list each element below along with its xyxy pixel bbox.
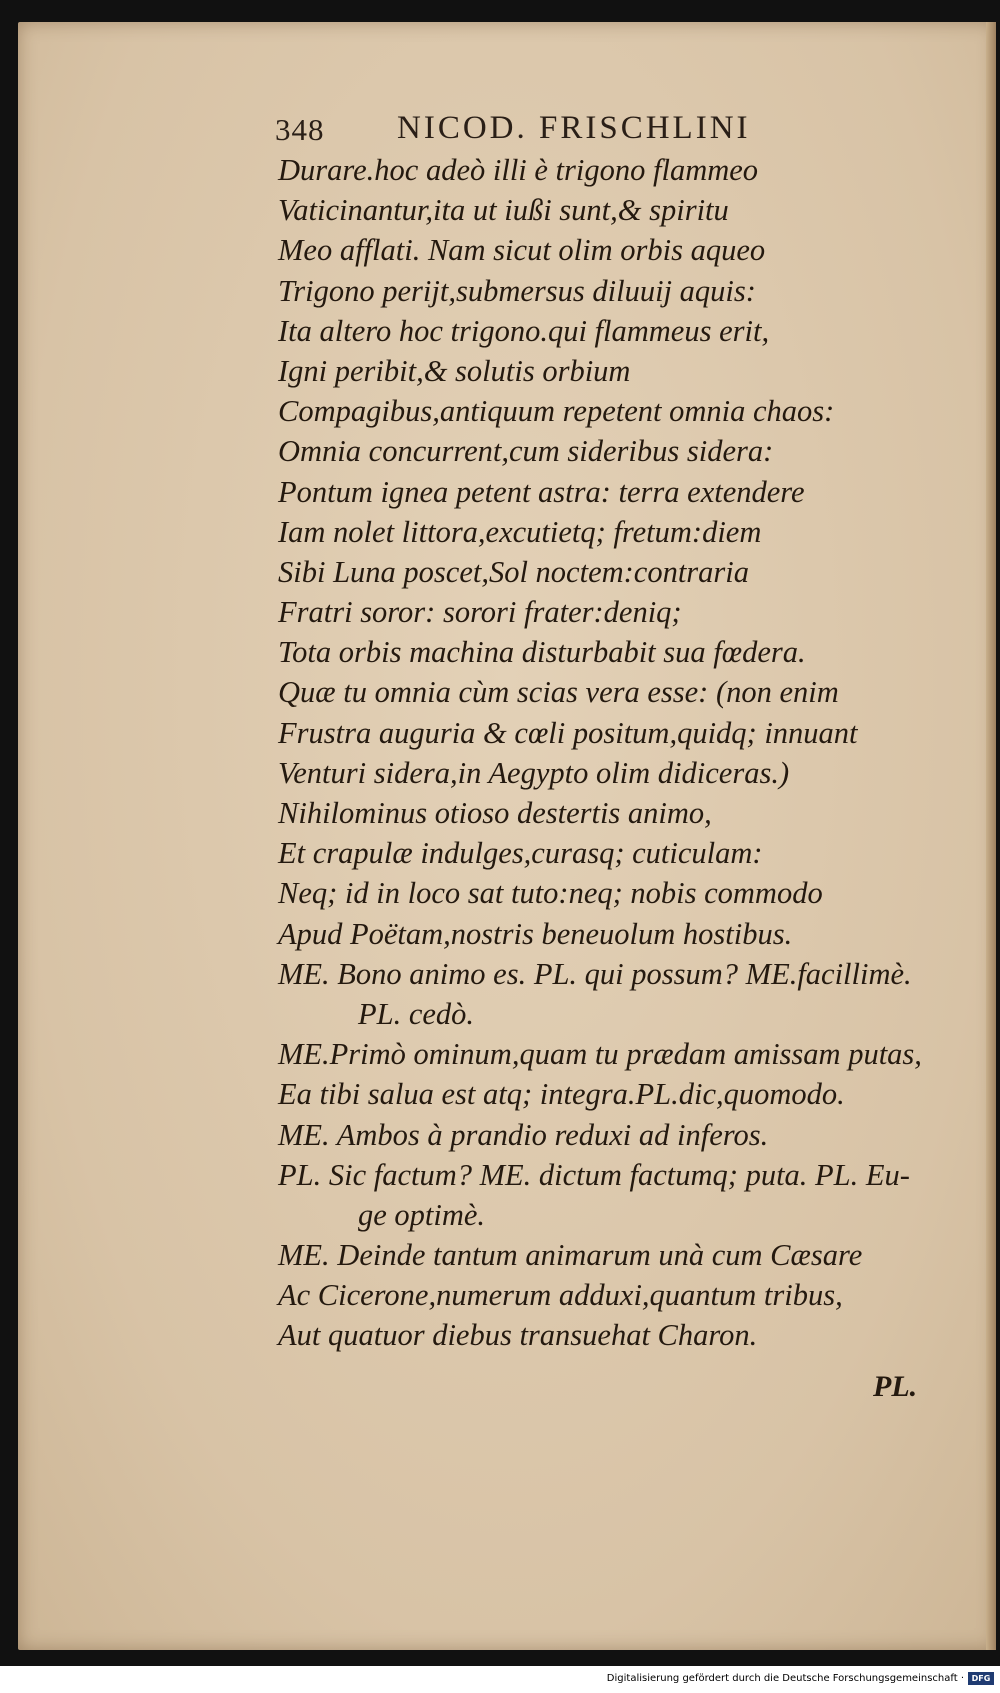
verse-line: Sibi Luna poscet,Sol noctem:contraria bbox=[278, 554, 750, 589]
verse-line: Frustra auguria & cœli positum,quidq; innuant bbox=[278, 715, 858, 750]
verse-line: ME. Ambos à prandio reduxi ad inferos. bbox=[278, 1117, 769, 1152]
verse-line: Igni peribit,& solutis orbium bbox=[278, 353, 631, 388]
verse-line: Et crapulæ indulges,curasq; cuticulam: bbox=[278, 836, 763, 871]
verse-line: Venturi sidera,in Aegypto olim didiceras.) bbox=[278, 755, 790, 790]
verse-line: Pontum ignea petent astra: terra extendere bbox=[278, 474, 805, 509]
verse-line: Neq; id in loco sat tuto:neq; nobis commodo bbox=[278, 876, 823, 911]
verse-line: ME. Deinde tantum animarum unà cum Cæsare bbox=[278, 1238, 863, 1273]
verse-line: Ita altero hoc trigono.qui flammeus erit, bbox=[278, 313, 770, 348]
verse-line: Meo afflati. Nam sicut olim orbis aqueo bbox=[278, 233, 766, 268]
verse-line: Ea tibi salua est atq; integra.PL.dic,quomodo. bbox=[278, 1077, 845, 1112]
verse-line: Vaticinantur,ita ut iußi sunt,& spiritu bbox=[278, 193, 729, 228]
verse-line: ME. Bono animo es. PL. qui possum? ME.facillimè. bbox=[278, 956, 912, 991]
verse-text bbox=[278, 150, 922, 1356]
verse-line-indented: ge optimè. bbox=[358, 1197, 486, 1232]
verse-line: Nihilominus otioso destertis animo, bbox=[278, 796, 712, 830]
verse-line: Ac Cicerone,numerum adduxi,quantum tribus, bbox=[278, 1278, 843, 1313]
verse-line-indented: PL. cedò. bbox=[358, 996, 475, 1031]
verse-line: Compagibus,antiquum repetent omnia chaos: bbox=[278, 394, 835, 429]
verse-line: ME.Primò ominum,quam tu prædam amissam putas, bbox=[278, 1037, 922, 1072]
verse-line: Tota orbis machina disturbabit sua fœdera. bbox=[278, 635, 806, 670]
digitization-credit: Digitalisierung gefördert durch die Deutsche Forschungsgemeinschaft · bbox=[606, 1673, 964, 1684]
verse-line: Fratri soror: sorori frater:deniq; bbox=[278, 595, 682, 630]
verse-line: Aut quatuor diebus transuehat Charon. bbox=[278, 1318, 758, 1353]
page-header bbox=[275, 108, 835, 152]
verse-line: Apud Poëtam,nostris beneuolum hostibus. bbox=[278, 916, 793, 951]
verse-line: PL. Sic factum? ME. dictum factumq; puta. PL. Eu- bbox=[278, 1157, 910, 1192]
page-number: 348 bbox=[275, 112, 325, 147]
page-edge bbox=[986, 22, 996, 1650]
verse-line: Trigono perijt,submersus diluuij aquis: bbox=[278, 273, 756, 308]
verse-line: Quæ tu omnia cùm scias vera esse: (non enim bbox=[278, 675, 839, 710]
verse-line: Omnia concurrent,cum sideribus sidera: bbox=[278, 434, 774, 469]
verse-line: Iam nolet littora,excutietq; fretum:diem bbox=[278, 514, 762, 549]
dfg-logo: DFG bbox=[968, 1672, 994, 1685]
running-head: NICOD. FRISCHLINI bbox=[397, 110, 751, 146]
verse-line: Durare.hoc adeò illi è trigono flammeo bbox=[278, 153, 759, 187]
catchword: PL. bbox=[873, 1370, 918, 1403]
